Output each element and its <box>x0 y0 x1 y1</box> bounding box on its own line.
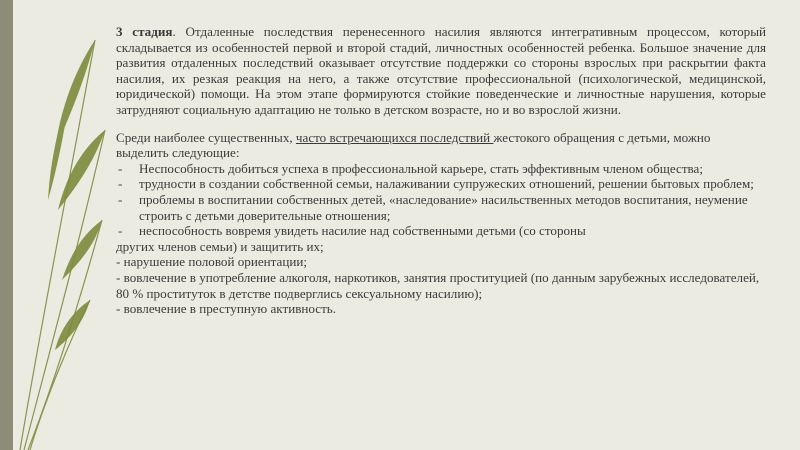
dash-bullet: - <box>118 191 123 207</box>
consequences-intro <box>116 130 766 161</box>
dash-bullet: - <box>118 160 123 176</box>
plain-line: других членов семьи) и защитить их; <box>116 238 324 254</box>
list-item <box>116 223 766 239</box>
list-item <box>116 161 766 177</box>
consequences-list <box>116 161 766 239</box>
stage-text: . Отдаленные последствия перенесенного насилия являются интегративным процессом, который складывается из особенностей первой и второй стадий, личностных особенностей ребенка. Большое значение для развития отдаленных последствий оказывает отсутствие поддержки со стороны взрослых при раскрытии факта насилия, их резкая реакция на него, а также отсутствие профессиональной (психологической, медицинской, юридической) помощи. На этом этапе формируются стойкие поведенческие и личностные нарушения, которые затрудняют социальную адаптацию не только в детском возрасте, но и во взрослой жизни. <box>116 24 766 117</box>
plain-line: - нарушение половой ориентации; <box>116 254 308 270</box>
list-item <box>116 192 766 223</box>
list-item-text: Неспособность добиться успеха в профессиональной карьере, стать эффективным членом общества; <box>139 160 704 176</box>
slide-content <box>116 24 766 317</box>
stage-label: 3 стадия <box>116 24 173 39</box>
plain-line: - вовлечение в преступную активность. <box>116 301 337 317</box>
list-item <box>116 176 766 192</box>
intro-prefix: Среди наиболее существенных, <box>116 129 296 145</box>
list-item-text: неспособность вовремя увидеть насилие над собственными детьми (со стороны <box>139 223 586 239</box>
dash-bullet: - <box>118 223 123 239</box>
dash-bullet: - <box>118 176 123 192</box>
intro-underlined: часто встречающихся последствий <box>295 129 494 145</box>
plain-line: - вовлечение в употребление алкоголя, наркотиков, занятия проституцией (по данным зарубежных исследователей, 80 % проституток в детстве подверглись сексуальному насилию); <box>116 269 760 301</box>
intro-suffix: жестокого обращения с детьми, можно выделить следующие: <box>116 129 711 161</box>
stage3-paragraph <box>116 24 766 118</box>
list-item-text: проблемы в воспитании собственных детей, «наследование» насильственных методов воспитания, неумение строить с детьми доверительные отношения; <box>139 191 748 223</box>
list-item-text: трудности в создании собственной семьи, налаживании супружеских отношений, решении бытовых проблем; <box>139 176 754 192</box>
